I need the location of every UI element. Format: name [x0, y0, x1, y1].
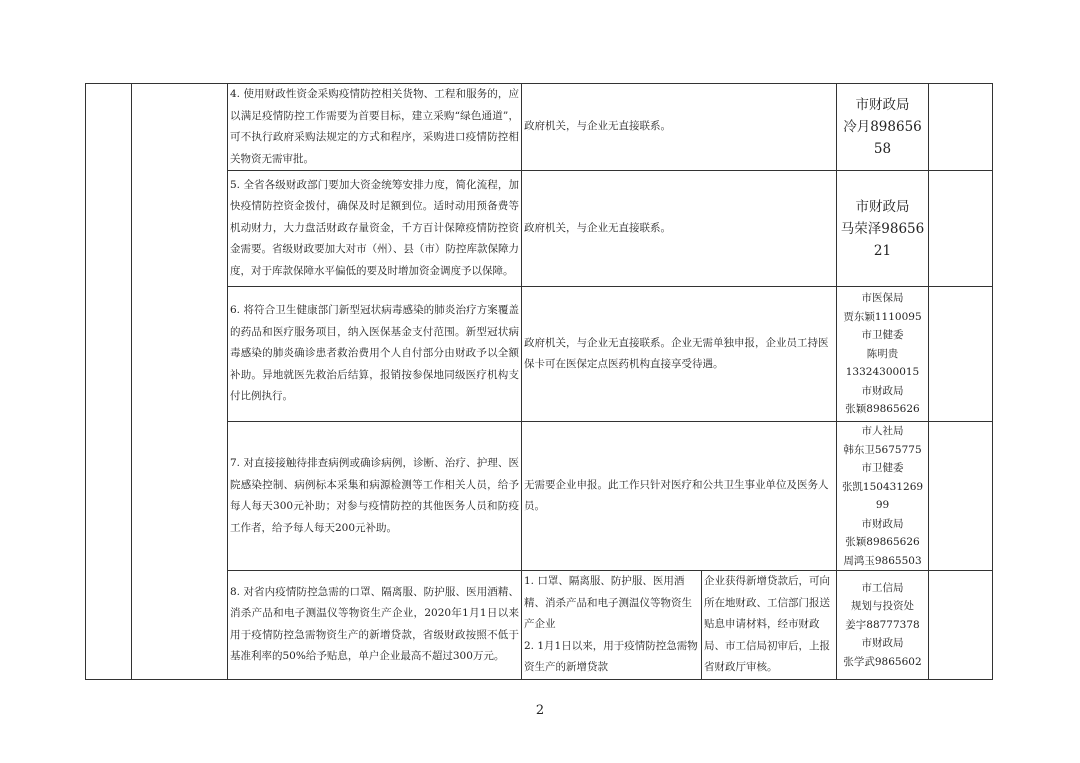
remarks-cell — [929, 422, 993, 571]
remarks-cell — [929, 287, 993, 422]
page-number: 2 — [535, 703, 545, 718]
policy-measure-cell: 7. 对直接接触待排查病例或确诊病例，诊断、治疗、护理、医院感染控制、病例标本采集和病源检测等工作相关人员，给予每人每天300元补助；对参与疫情防控的其他医务人员和防疫工作者，给予每人每天200元补助。 — [228, 422, 522, 571]
policy-measure-cell: 8. 对省内疫情防控急需的口罩、隔离服、防护服、医用酒精、消杀产品和电子测温仪等物资生产企业，2020年1月1日以来用于疫情防控急需物资生产的新增贷款，省级财政按照不低于基准利率的50%给予贴息，单户企业最高不超过300万元。 — [228, 571, 522, 680]
process-cell: 无需要企业申报。此工作只针对医疗和公共卫生事业单位及医务人员。 — [522, 422, 837, 571]
contact-cell: 市财政局 冷月89865658 — [837, 84, 929, 171]
blank-cell — [132, 84, 228, 680]
remarks-cell — [929, 571, 993, 680]
table-row — [86, 84, 993, 171]
scope-cell: 1. 口罩、隔离服、防护服、医用酒精、消杀产品和电子测温仪等物资生产企业 2. 1月1日以来，用于疫情防控急需物资生产的新增贷款 — [522, 571, 702, 680]
remarks-cell — [929, 84, 993, 171]
remarks-cell — [929, 171, 993, 287]
contact-cell: 市人社局 韩东卫5675775 市卫健委 张凯15043126999 市财政局 张颖89865626 周鸿玉9865503 — [837, 422, 929, 571]
process-cell: 政府机关，与企业无直接联系。 — [522, 171, 837, 287]
contact-cell: 市工信局 规划与投资处 姜宇88777378 市财政局 张学武9865602 — [837, 571, 929, 680]
process-cell: 政府机关，与企业无直接联系。企业无需单独申报，企业员工持医保卡可在医保定点医药机构直接享受待遇。 — [522, 287, 837, 422]
policy-measure-cell: 6. 将符合卫生健康部门新型冠状病毒感染的肺炎治疗方案覆盖的药品和医疗服务项目，纳入医保基金支付范围。新型冠状病毒感染的肺炎确诊患者救治费用个人自付部分由财政予以全额补助。异地就医先救治后结算，报销按参保地同级医疗机构支付比例执行。 — [228, 287, 522, 422]
contact-cell: 市医保局 贾东颖1110095 市卫健委 陈明贵 13324300015 市财政局 张颖89865626 — [837, 287, 929, 422]
policy-measure-cell: 5. 全省各级财政部门要加大资金统筹安排力度，简化流程，加快疫情防控资金拨付，确保及时足额到位。适时动用预备费等机动财力，大力盘活财政存量资金，千方百计保障疫情防控资金需要。省级财政要加大对市（州）、县（市）防控库款保障力度，对于库款保障水平偏低的要及时增加资金调度予以保障。 — [228, 171, 522, 287]
policy-measure-cell: 4. 使用财政性资金采购疫情防控相关货物、工程和服务的，应以满足疫情防控工作需要为首要目标，建立采购“绿色通道”，可不执行政府采购法规定的方式和程序，采购进口疫情防控相关物资无需审批。 — [228, 84, 522, 171]
policy-table — [85, 83, 993, 680]
process-cell: 政府机关，与企业无直接联系。 — [522, 84, 837, 171]
blank-cell — [86, 84, 132, 680]
process-cell: 企业获得新增贷款后，可向所在地财政、工信部门报送贴息申请材料，经市财政局、市工信局初审后，上报省财政厅审核。 — [702, 571, 837, 680]
contact-cell: 市财政局 马荣泽9865621 — [837, 171, 929, 287]
